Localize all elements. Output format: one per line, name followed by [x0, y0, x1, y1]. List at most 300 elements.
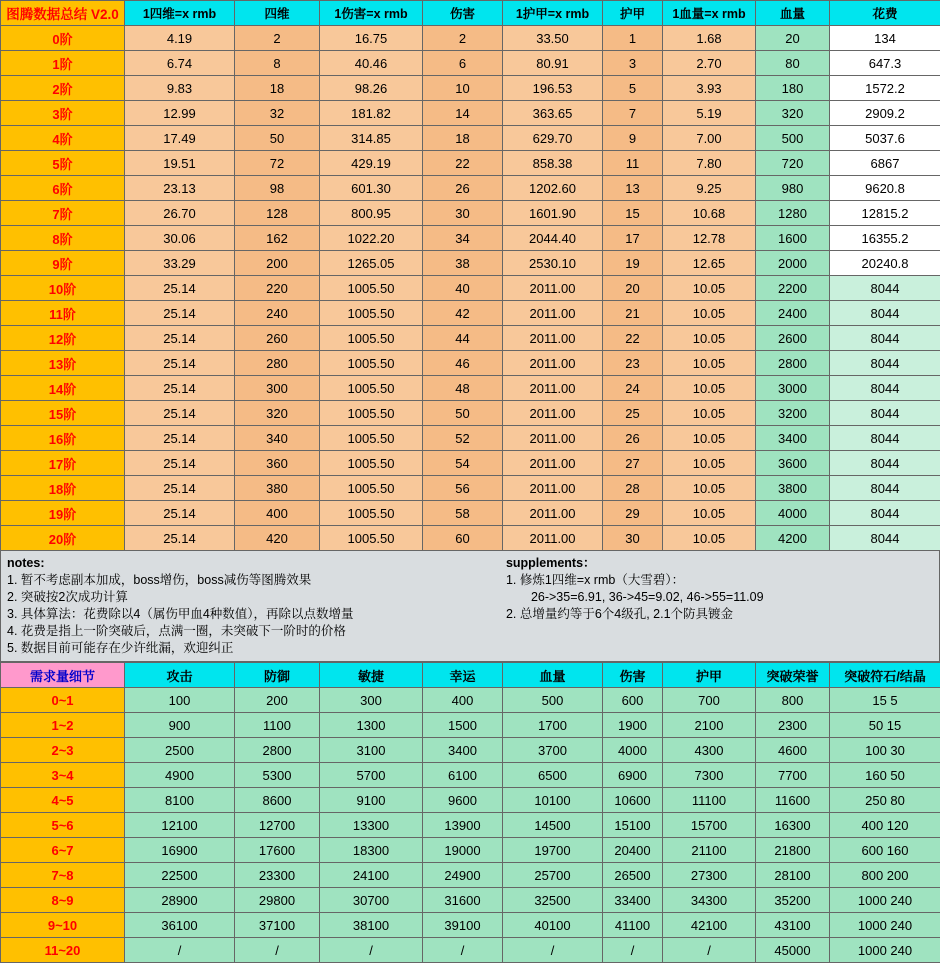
stage-label: 17阶: [1, 451, 125, 476]
table-cell: 20240.8: [830, 251, 940, 276]
table-cell: 6867: [830, 151, 940, 176]
table-cell: 647.3: [830, 51, 940, 76]
table-cell: 2800: [235, 738, 320, 763]
table-cell: 13900: [423, 813, 503, 838]
table-cell: 3700: [503, 738, 603, 763]
table-cell: 50: [423, 401, 503, 426]
table-cell: 2011.00: [503, 326, 603, 351]
table-cell: 10.05: [663, 526, 756, 551]
table-cell: 46: [423, 351, 503, 376]
demand-title: 需求量细节: [1, 663, 125, 688]
col-breakthrough-honor: 突破荣誉: [756, 663, 830, 688]
table-cell: /: [503, 938, 603, 963]
table-cell: 2: [423, 26, 503, 51]
table-cell: 2909.2: [830, 101, 940, 126]
table-cell: 41100: [603, 913, 663, 938]
table-cell: 32: [235, 101, 320, 126]
table-row: [1, 251, 940, 276]
table-cell: 44: [423, 326, 503, 351]
table-cell: 54: [423, 451, 503, 476]
table-cell: 26: [603, 426, 663, 451]
table-cell: 100 30: [830, 738, 940, 763]
totem-title: 图腾数据总结 V2.0: [1, 1, 125, 26]
table-cell: 2200: [756, 276, 830, 301]
table-cell: 2100: [663, 713, 756, 738]
table-row: [1, 176, 940, 201]
table-cell: 8100: [125, 788, 235, 813]
table-cell: 9.83: [125, 76, 235, 101]
col-hp: 血量: [756, 1, 830, 26]
stage-label: 19阶: [1, 501, 125, 526]
table-cell: 30700: [320, 888, 423, 913]
table-cell: 320: [756, 101, 830, 126]
table-row: [1, 301, 940, 326]
table-cell: 10.05: [663, 351, 756, 376]
table-row: [1, 526, 940, 551]
table-cell: 1572.2: [830, 76, 940, 101]
table-cell: 1.68: [663, 26, 756, 51]
table-cell: /: [603, 938, 663, 963]
table-cell: 2011.00: [503, 451, 603, 476]
table-cell: 2530.10: [503, 251, 603, 276]
table-cell: 10.05: [663, 301, 756, 326]
totem-body: [1, 26, 940, 551]
table-cell: /: [235, 938, 320, 963]
table-row: [1, 888, 940, 913]
table-cell: 19: [603, 251, 663, 276]
table-cell: 98: [235, 176, 320, 201]
col-agility: 敏捷: [320, 663, 423, 688]
table-row: [1, 276, 940, 301]
table-cell: 11100: [663, 788, 756, 813]
table-cell: /: [423, 938, 503, 963]
table-cell: 2011.00: [503, 351, 603, 376]
table-cell: 220: [235, 276, 320, 301]
table-cell: 2011.00: [503, 401, 603, 426]
table-cell: 1600: [756, 226, 830, 251]
table-cell: 11: [603, 151, 663, 176]
table-cell: 800: [756, 688, 830, 713]
table-cell: 14500: [503, 813, 603, 838]
table-cell: 1005.50: [320, 451, 423, 476]
col-luck: 幸运: [423, 663, 503, 688]
table-cell: 29: [603, 501, 663, 526]
table-cell: 48: [423, 376, 503, 401]
table-row: [1, 101, 940, 126]
table-cell: 1900: [603, 713, 663, 738]
table-cell: 400: [423, 688, 503, 713]
table-cell: 9100: [320, 788, 423, 813]
table-cell: 18: [235, 76, 320, 101]
table-row: [1, 76, 940, 101]
table-cell: 98.26: [320, 76, 423, 101]
col-per-quad-rmb: 1四维=x rmb: [125, 1, 235, 26]
table-cell: 6500: [503, 763, 603, 788]
table-row: [1, 201, 940, 226]
table-cell: 2011.00: [503, 526, 603, 551]
table-cell: 30: [423, 201, 503, 226]
table-cell: 33.29: [125, 251, 235, 276]
notes-line: 3. 具体算法：花费除以4（属伤甲血4种数值），再除以点数增量: [7, 606, 494, 623]
notes-line: 4. 花费是指上一阶突破后，点满一圈，未突破下一阶时的价格: [7, 623, 494, 640]
range-label: 0~1: [1, 688, 125, 713]
table-cell: 40100: [503, 913, 603, 938]
table-cell: 58: [423, 501, 503, 526]
table-cell: 314.85: [320, 126, 423, 151]
table-cell: 400: [235, 501, 320, 526]
table-cell: 3400: [423, 738, 503, 763]
table-cell: 4.19: [125, 26, 235, 51]
stage-label: 5阶: [1, 151, 125, 176]
table-cell: 2044.40: [503, 226, 603, 251]
table-cell: 9: [603, 126, 663, 151]
table-cell: 26.70: [125, 201, 235, 226]
table-cell: 5037.6: [830, 126, 940, 151]
table-cell: 363.65: [503, 101, 603, 126]
table-cell: 40: [423, 276, 503, 301]
col-damage: 伤害: [423, 1, 503, 26]
table-cell: 31600: [423, 888, 503, 913]
table-cell: 8044: [830, 501, 940, 526]
table-cell: 2011.00: [503, 476, 603, 501]
notes-title: notes:: [7, 555, 494, 572]
table-cell: 100: [125, 688, 235, 713]
table-row: [1, 451, 940, 476]
supplements-line: 2. 总增量约等于6个4级孔, 2.1个防具镀金: [506, 606, 933, 623]
table-cell: 10.05: [663, 326, 756, 351]
table-cell: 200: [235, 251, 320, 276]
table-cell: 25.14: [125, 376, 235, 401]
table-cell: 1280: [756, 201, 830, 226]
table-cell: 19000: [423, 838, 503, 863]
demand-header-row: [1, 663, 940, 688]
table-cell: 56: [423, 476, 503, 501]
table-cell: 500: [503, 688, 603, 713]
table-cell: 37100: [235, 913, 320, 938]
range-label: 2~3: [1, 738, 125, 763]
table-cell: 300: [320, 688, 423, 713]
table-cell: 8044: [830, 326, 940, 351]
table-row: [1, 713, 940, 738]
table-cell: 52: [423, 426, 503, 451]
table-cell: 8044: [830, 351, 940, 376]
stage-label: 7阶: [1, 201, 125, 226]
table-row: [1, 763, 940, 788]
table-cell: 24900: [423, 863, 503, 888]
table-row: [1, 426, 940, 451]
table-cell: 2000: [756, 251, 830, 276]
notes-line: 5. 数据目前可能存在少许纰漏，欢迎纠正: [7, 640, 494, 657]
stage-label: 14阶: [1, 376, 125, 401]
col-hp: 血量: [503, 663, 603, 688]
table-cell: 18: [423, 126, 503, 151]
col-quad: 四维: [235, 1, 320, 26]
stage-label: 0阶: [1, 26, 125, 51]
table-cell: 50 15: [830, 713, 940, 738]
table-cell: 10600: [603, 788, 663, 813]
table-cell: 2011.00: [503, 276, 603, 301]
table-cell: 1000 240: [830, 913, 940, 938]
table-cell: 34300: [663, 888, 756, 913]
table-cell: 2800: [756, 351, 830, 376]
table-cell: /: [320, 938, 423, 963]
table-cell: 600: [603, 688, 663, 713]
table-cell: 858.38: [503, 151, 603, 176]
table-cell: 43100: [756, 913, 830, 938]
table-cell: 15100: [603, 813, 663, 838]
table-cell: 5.19: [663, 101, 756, 126]
table-cell: 2600: [756, 326, 830, 351]
table-cell: 1005.50: [320, 401, 423, 426]
table-cell: 1005.50: [320, 526, 423, 551]
table-cell: 12.78: [663, 226, 756, 251]
table-cell: 128: [235, 201, 320, 226]
stage-label: 3阶: [1, 101, 125, 126]
stage-label: 1阶: [1, 51, 125, 76]
table-cell: 6900: [603, 763, 663, 788]
stage-label: 18阶: [1, 476, 125, 501]
table-cell: 8044: [830, 401, 940, 426]
table-row: [1, 51, 940, 76]
table-cell: 25700: [503, 863, 603, 888]
col-breakthrough-stone: 突破符石/结晶: [830, 663, 940, 688]
notes-line: 1. 暂不考虑副本加成，boss增伤，boss减伤等图腾效果: [7, 572, 494, 589]
stage-label: 2阶: [1, 76, 125, 101]
range-label: 5~6: [1, 813, 125, 838]
table-cell: 16900: [125, 838, 235, 863]
table-cell: 629.70: [503, 126, 603, 151]
table-cell: 429.19: [320, 151, 423, 176]
table-cell: 8044: [830, 376, 940, 401]
table-cell: 34: [423, 226, 503, 251]
table-row: [1, 788, 940, 813]
table-cell: 3.93: [663, 76, 756, 101]
table-cell: 1100: [235, 713, 320, 738]
table-cell: 10.05: [663, 426, 756, 451]
table-cell: 27: [603, 451, 663, 476]
table-cell: 28: [603, 476, 663, 501]
table-cell: 20: [603, 276, 663, 301]
table-cell: 200: [235, 688, 320, 713]
stage-label: 10阶: [1, 276, 125, 301]
table-cell: 38: [423, 251, 503, 276]
table-cell: 23.13: [125, 176, 235, 201]
table-cell: /: [663, 938, 756, 963]
table-cell: 10.05: [663, 401, 756, 426]
table-cell: 10.05: [663, 376, 756, 401]
col-per-hp-rmb: 1血量=x rmb: [663, 1, 756, 26]
table-cell: 10100: [503, 788, 603, 813]
table-cell: 80: [756, 51, 830, 76]
table-cell: 181.82: [320, 101, 423, 126]
table-cell: 3100: [320, 738, 423, 763]
table-cell: 240: [235, 301, 320, 326]
table-cell: 1005.50: [320, 476, 423, 501]
table-cell: 600 160: [830, 838, 940, 863]
table-cell: 2.70: [663, 51, 756, 76]
table-cell: /: [125, 938, 235, 963]
table-cell: 16355.2: [830, 226, 940, 251]
table-cell: 2011.00: [503, 376, 603, 401]
table-row: [1, 351, 940, 376]
table-cell: 5300: [235, 763, 320, 788]
table-cell: 36100: [125, 913, 235, 938]
table-cell: 12815.2: [830, 201, 940, 226]
table-cell: 25: [603, 401, 663, 426]
table-row: [1, 938, 940, 963]
table-cell: 25.14: [125, 476, 235, 501]
table-cell: 5: [603, 76, 663, 101]
table-cell: 980: [756, 176, 830, 201]
table-row: [1, 476, 940, 501]
notes-left: [1, 551, 500, 661]
table-cell: 4000: [603, 738, 663, 763]
range-label: 9~10: [1, 913, 125, 938]
table-cell: 72: [235, 151, 320, 176]
table-cell: 12700: [235, 813, 320, 838]
table-row: [1, 126, 940, 151]
table-cell: 17.49: [125, 126, 235, 151]
notes-line: 2. 突破按2次成功计算: [7, 589, 494, 606]
table-cell: 29800: [235, 888, 320, 913]
table-cell: 24: [603, 376, 663, 401]
table-row: [1, 738, 940, 763]
table-cell: 8600: [235, 788, 320, 813]
table-cell: 22500: [125, 863, 235, 888]
table-row: [1, 151, 940, 176]
table-cell: 340: [235, 426, 320, 451]
supplements-title: supplements：: [506, 555, 933, 572]
col-attack: 攻击: [125, 663, 235, 688]
table-cell: 9600: [423, 788, 503, 813]
table-cell: 10.05: [663, 451, 756, 476]
table-row: [1, 26, 940, 51]
col-defense: 防御: [235, 663, 320, 688]
table-cell: 1005.50: [320, 426, 423, 451]
table-cell: 16.75: [320, 26, 423, 51]
table-cell: 7700: [756, 763, 830, 788]
table-cell: 22: [423, 151, 503, 176]
table-cell: 1500: [423, 713, 503, 738]
table-cell: 9.25: [663, 176, 756, 201]
table-cell: 23: [603, 351, 663, 376]
table-cell: 1202.60: [503, 176, 603, 201]
table-cell: 3800: [756, 476, 830, 501]
table-cell: 2: [235, 26, 320, 51]
table-cell: 25.14: [125, 426, 235, 451]
table-cell: 32500: [503, 888, 603, 913]
table-cell: 1005.50: [320, 376, 423, 401]
table-cell: 11600: [756, 788, 830, 813]
table-cell: 2300: [756, 713, 830, 738]
table-cell: 24100: [320, 863, 423, 888]
table-cell: 380: [235, 476, 320, 501]
table-cell: 3600: [756, 451, 830, 476]
table-cell: 50: [235, 126, 320, 151]
table-cell: 4300: [663, 738, 756, 763]
table-cell: 10.05: [663, 276, 756, 301]
stage-label: 6阶: [1, 176, 125, 201]
stage-label: 20阶: [1, 526, 125, 551]
table-cell: 280: [235, 351, 320, 376]
notes-section: [0, 551, 940, 662]
table-row: [1, 838, 940, 863]
col-damage: 伤害: [603, 663, 663, 688]
table-cell: 7: [603, 101, 663, 126]
table-cell: 3400: [756, 426, 830, 451]
table-cell: 1265.05: [320, 251, 423, 276]
table-row: [1, 501, 940, 526]
table-cell: 8044: [830, 276, 940, 301]
table-cell: 33400: [603, 888, 663, 913]
table-cell: 33.50: [503, 26, 603, 51]
table-row: [1, 226, 940, 251]
range-label: 11~20: [1, 938, 125, 963]
table-cell: 3: [603, 51, 663, 76]
table-cell: 8044: [830, 451, 940, 476]
table-cell: 10: [423, 76, 503, 101]
table-cell: 260: [235, 326, 320, 351]
table-cell: 13300: [320, 813, 423, 838]
stage-label: 4阶: [1, 126, 125, 151]
table-cell: 45000: [756, 938, 830, 963]
table-cell: 28900: [125, 888, 235, 913]
table-cell: 25.14: [125, 501, 235, 526]
table-cell: 13: [603, 176, 663, 201]
table-cell: 1000 240: [830, 888, 940, 913]
table-cell: 1005.50: [320, 326, 423, 351]
table-cell: 25.14: [125, 301, 235, 326]
table-cell: 10.68: [663, 201, 756, 226]
table-cell: 42100: [663, 913, 756, 938]
table-cell: 7300: [663, 763, 756, 788]
table-cell: 6100: [423, 763, 503, 788]
table-cell: 1005.50: [320, 301, 423, 326]
table-cell: 1005.50: [320, 351, 423, 376]
table-cell: 18300: [320, 838, 423, 863]
table-cell: 2011.00: [503, 501, 603, 526]
table-cell: 8044: [830, 426, 940, 451]
table-cell: 42: [423, 301, 503, 326]
range-label: 4~5: [1, 788, 125, 813]
table-cell: 30: [603, 526, 663, 551]
table-cell: 360: [235, 451, 320, 476]
demand-body: [1, 688, 940, 963]
table-cell: 160 50: [830, 763, 940, 788]
supplements-line: 1. 修炼1四维=x rmb（大雪碧）：: [506, 572, 933, 589]
table-cell: 21800: [756, 838, 830, 863]
table-cell: 2011.00: [503, 301, 603, 326]
table-cell: 40.46: [320, 51, 423, 76]
stage-label: 11阶: [1, 301, 125, 326]
table-cell: 15 5: [830, 688, 940, 713]
table-row: [1, 913, 940, 938]
table-cell: 21100: [663, 838, 756, 863]
table-cell: 12.65: [663, 251, 756, 276]
table-cell: 720: [756, 151, 830, 176]
table-cell: 20: [756, 26, 830, 51]
table-cell: 7.00: [663, 126, 756, 151]
col-cost: 花费: [830, 1, 940, 26]
table-cell: 2400: [756, 301, 830, 326]
table-cell: 60: [423, 526, 503, 551]
table-cell: 28100: [756, 863, 830, 888]
table-cell: 8044: [830, 301, 940, 326]
table-cell: 35200: [756, 888, 830, 913]
col-armor: 护甲: [663, 663, 756, 688]
table-cell: 1700: [503, 713, 603, 738]
table-cell: 25.14: [125, 326, 235, 351]
